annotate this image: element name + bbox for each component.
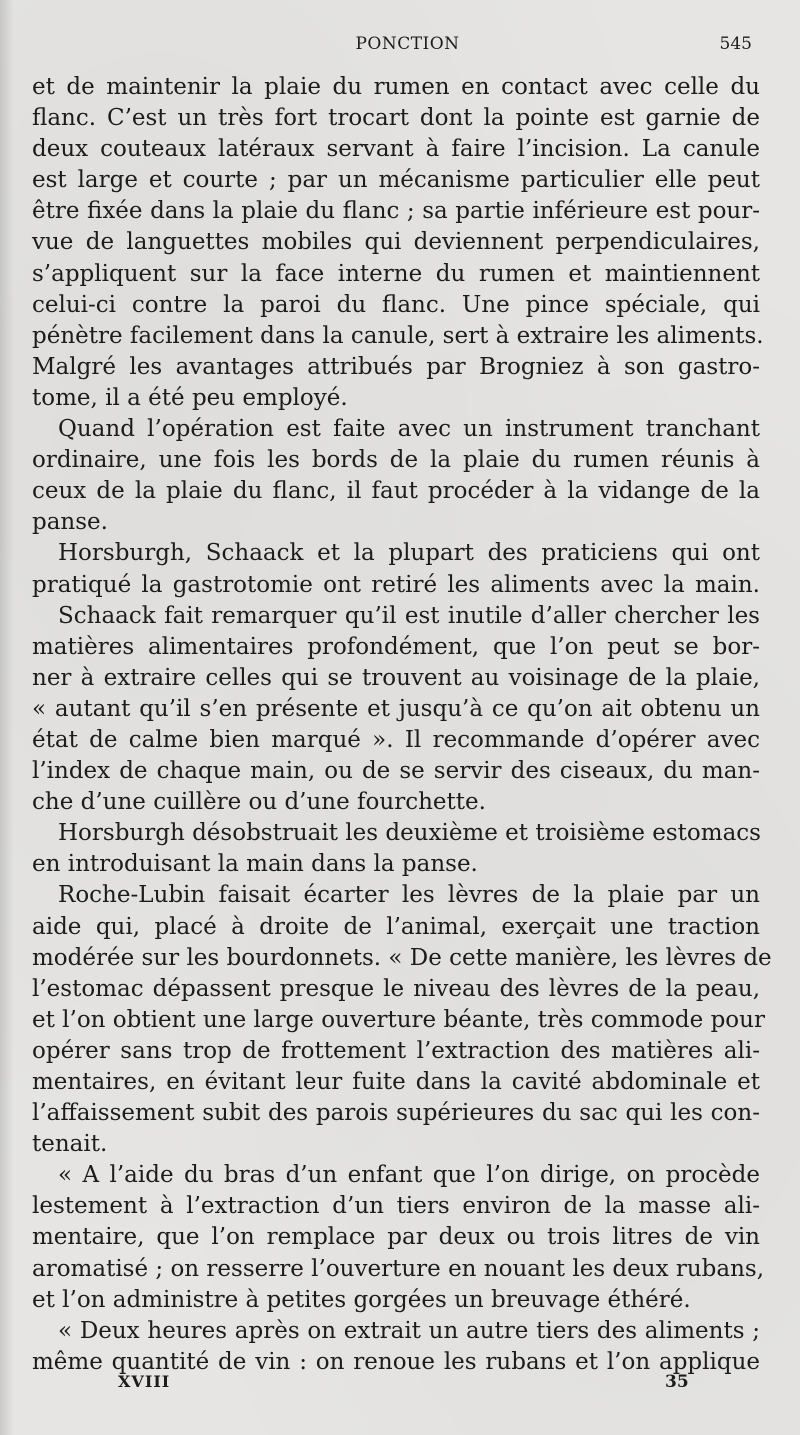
text-line: ordinaire, une fois les bords de la plaie du rumen réunis à: [32, 447, 760, 474]
text-line: celui-ci contre la paroi du flanc. Une pince spéciale, qui: [32, 291, 760, 318]
text-line: aide qui, placé à droite de l’animal, exerçait une traction: [32, 913, 760, 940]
text-line: l’affaissement subit des parois supérieures du sac qui les con-: [32, 1100, 760, 1127]
text-line: flanc. C’est un très fort trocart dont la pointe est garnie de: [32, 105, 760, 132]
text-line: ceux de la plaie du flanc, il faut procéder à la vidange de la: [32, 478, 760, 505]
text-line: « Deux heures après on extrait un autre tiers des aliments ;: [58, 1317, 760, 1344]
text-line: est large et courte ; par un mécanisme particulier elle peut: [32, 167, 760, 194]
text-line: être fixée dans la plaie du flanc ; sa partie inférieure est pour-: [32, 198, 760, 225]
text-line: pratiqué la gastrotomie ont retiré les aliments avec la main.: [32, 571, 760, 598]
text-line: mentaires, en évitant leur fuite dans la cavité abdominale et: [32, 1069, 760, 1095]
text-line: même quantité de vin : on renoue les rubans et l’on applique: [32, 1348, 760, 1375]
text-line: tome, il a été peu employé.: [32, 384, 348, 411]
text-line: « autant qu’il s’en présente et jusqu’à ce qu’on ait obtenu un: [32, 695, 760, 722]
signature-mark: XVIII: [118, 1372, 171, 1391]
text-line: opérer sans trop de frottement l’extraction des matières ali-: [32, 1037, 760, 1064]
text-line: Schaack fait remarquer qu’il est inutile d’aller chercher les: [58, 602, 760, 629]
sheet-number: 35: [665, 1372, 689, 1392]
text-line: l’index de chaque main, ou de se servir des ciseaux, du man-: [32, 758, 760, 785]
text-line: vue de languettes mobiles qui deviennent perpendiculaires,: [32, 229, 760, 256]
text-line: modérée sur les bourdonnets. « De cette manière, les lèvres de: [32, 944, 772, 971]
text-line: panse.: [32, 509, 108, 536]
text-line: aromatisé ; on resserre l’ouverture en nouant les deux rubans,: [32, 1255, 765, 1282]
text-line: che d’une cuillère ou d’une fourchette.: [32, 789, 486, 816]
text-line: pénètre facilement dans la canule, sert à extraire les aliments.: [32, 322, 764, 349]
text-line: tenait.: [32, 1131, 108, 1158]
page-gutter-shadow: [0, 0, 14, 1435]
text-line: et de maintenir la plaie du rumen en contact avec celle du: [32, 74, 760, 100]
text-line: Horsburgh, Schaack et la plupart des praticiens qui ont: [58, 540, 760, 567]
text-line: Quand l’opération est faite avec un instrument tranchant: [58, 416, 760, 443]
text-line: lestement à l’extraction d’un tiers environ de la masse ali-: [32, 1193, 760, 1220]
text-line: Horsburgh désobstruait les deuxième et troisième estomacs: [58, 820, 761, 847]
text-line: Malgré les avantages attribués par Brogniez à son gastro-: [32, 353, 760, 380]
text-line: mentaire, que l’on remplace par deux ou trois litres de vin: [32, 1224, 760, 1251]
running-head: [0, 34, 800, 60]
page-number: 545: [719, 34, 752, 54]
text-line: ner à extraire celles qui se trouvent au voisinage de la plaie,: [32, 664, 760, 691]
text-line: deux couteaux latéraux servant à faire l’incision. La canule: [32, 136, 760, 163]
text-line: et l’on administre à petites gorgées un breuvage éthéré.: [32, 1286, 691, 1313]
running-title: PONCTION: [355, 34, 460, 54]
text-line: « A l’aide du bras d’un enfant que l’on dirige, on procède: [58, 1162, 760, 1189]
text-line: s’appliquent sur la face interne du rumen et maintiennent: [32, 260, 760, 287]
text-line: et l’on obtient une large ouverture béante, très commode pour: [32, 1006, 765, 1033]
page-footer: [0, 1372, 800, 1396]
text-line: matières alimentaires profondément, que l’on peut se bor-: [32, 633, 760, 660]
body-text: [32, 72, 772, 1378]
text-line: Roche-Lubin faisait écarter les lèvres de la plaie par un: [58, 882, 760, 909]
text-line: état de calme bien marqué ». Il recommande d’opérer avec: [32, 726, 760, 753]
text-line: l’estomac dépassent presque le niveau des lèvres de la peau,: [32, 975, 760, 1002]
text-line: en introduisant la main dans la panse.: [32, 851, 478, 878]
